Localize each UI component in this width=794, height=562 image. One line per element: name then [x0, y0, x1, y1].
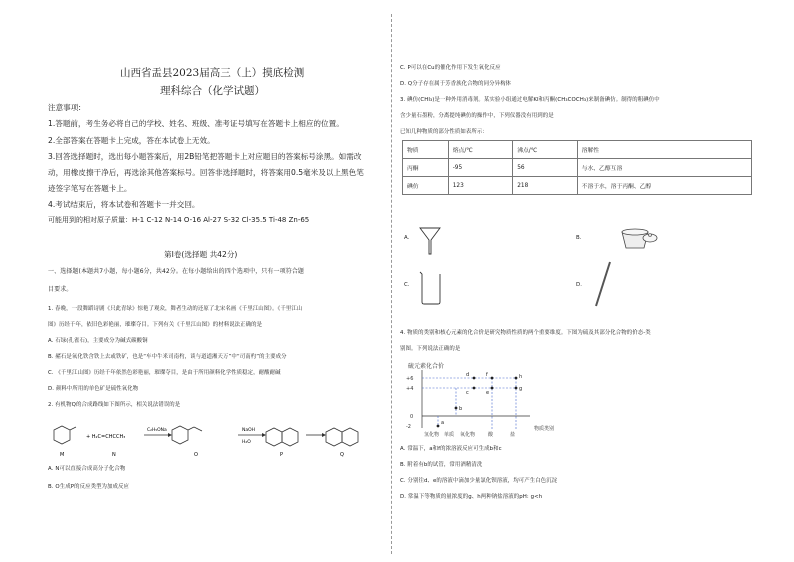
chart-y-label: 硫元素化合价 [408, 363, 445, 370]
chart-point-b [455, 407, 458, 410]
q4-stem: 4. 物质的类别和核心元素的化合价是研究物质性质的两个重要维度。下图为硫及其部分化合物的价态-类 [400, 330, 651, 336]
q3-option-b: B. [576, 235, 582, 241]
exam-subtitle: 理科综合（化学试题） [160, 85, 265, 97]
chart-x-category: 氧化物 [460, 432, 476, 438]
chart-y-tick: 0 [410, 414, 414, 420]
q2-option-d: D. Q分子存在属于芳香族化合物的同分异构体 [400, 81, 512, 87]
molecule-p-ring-2 [282, 428, 298, 446]
q3-option-d: D. [576, 282, 583, 288]
funnel-icon [418, 226, 442, 256]
table-cell: 不溶于水，溶于丙酮、乙醇 [577, 177, 751, 195]
table-header-cell: 物质 [403, 141, 449, 159]
table-row [403, 159, 752, 177]
chart-point-label: g [519, 386, 523, 392]
chart-point-label: a [441, 420, 445, 426]
table-cell: 与水、乙醇互溶 [577, 159, 751, 177]
q1-option-d: D. 颜料中所用的单色矿是硫性氧化物 [48, 386, 139, 392]
reaction-condition-2a: NaOH [242, 428, 256, 433]
chart-point-h [515, 377, 518, 380]
chart-point-g [515, 387, 518, 390]
notice-line: 迹签字笔写在答题卡上。 [48, 184, 132, 193]
molecule-label-q: Q [340, 452, 344, 458]
q1-option-b: B. 赭石是氧化铁含铁上去或铁矿，也是“车中牛米司南杓，谈与道道湘天万”中“司南杓”的主要成分 [48, 354, 287, 360]
glass-rod-icon [590, 260, 620, 310]
chart-point-label: e [486, 390, 490, 396]
table-cell: 56 [513, 159, 577, 177]
molecule-label-p: P [280, 452, 284, 458]
chart-point-label: c [466, 390, 469, 396]
q1-stem: 图》历经千年，依旧色彩艳丽，璀璨夺目。下列有关《千里江山图》的材料说法正确的是 [48, 322, 263, 328]
q3-option-c: C. [404, 282, 410, 288]
q3-stem: 3. 碘仿(CHI₃)是一种外用消毒剂。某实验小组通过电解KI和丙酮(CH₃COCH₃)来制备碘仿。制得的粗碘仿中 [400, 97, 660, 103]
molecule-q-ring-1 [326, 428, 342, 446]
chart-point-a [437, 425, 440, 428]
chart-point-label: h [519, 374, 523, 380]
chart-point-label: b [459, 406, 463, 412]
table-header-cell: 沸点/℃ [513, 141, 577, 159]
notice-line: 1.答题前，考生务必将自己的学校、姓名、班级、准考证号填写在答题卡上相应的位置。 [48, 119, 344, 128]
column-divider [391, 14, 392, 554]
chart-point-c [473, 387, 476, 390]
molecule-label-n: N [112, 452, 116, 458]
notice-line: 动，用橡皮擦干净后，再选涂其他答案标号。回答非选择题时，将答案用0.5毫米及以上黑色笔 [48, 168, 364, 177]
q4-option-c: C. 分别往d、e的溶液中滴加少量氯化钡溶液，均可产生白色沉淀 [400, 478, 558, 484]
chart-x-label: 物质类别 [534, 426, 555, 432]
atomic-mass-line: 可能用到的相对原子质量：H-1 C-12 N-14 O-16 Al-27 S-32 Cl-35.5 Ti-48 Zn-65 [48, 216, 310, 224]
table-cell: -95 [448, 159, 512, 177]
q4-option-d: D. 常温下等物质的量浓度的g、h两种钠盐溶液的pH: g<h [400, 494, 543, 500]
q2-option-a: A. N可以直接合成高分子化合物 [48, 466, 126, 472]
q1-option-a: A. 石绿(孔雀石)，主要成分为碱式碳酸铜 [48, 338, 148, 344]
notice-heading: 注意事项: [48, 103, 81, 112]
section-intro-line: 一、选择题(本题共7小题，每小题6分，共42分。在每小题给出的四个选项中，只有一项符合题 [48, 268, 305, 275]
reaction-condition-2b: H₂O [242, 440, 251, 445]
exam-title: 山西省盂县2023届高三（上）摸底检测 [120, 67, 305, 79]
table-header-row [403, 141, 752, 159]
table-row [403, 177, 752, 195]
molecule-label-o: O [194, 452, 198, 458]
q3-stem: 已知几种物质的部分性质如表所示： [400, 129, 488, 135]
molecule-m-ring [54, 426, 70, 444]
chart-point-f [491, 377, 494, 380]
reaction-condition-1: C₂H₅ONa [147, 428, 167, 433]
chart-point-label: d [466, 372, 470, 378]
reaction-scheme [44, 418, 380, 460]
table-header-cell: 溶解性 [577, 141, 751, 159]
molecule-o-ring [172, 426, 188, 444]
q3-option-a: A. [404, 235, 410, 241]
chart-x-category: 盐 [510, 432, 516, 438]
molecule-q-ring-2 [342, 428, 358, 446]
chart-x-category: 单质 [444, 432, 455, 438]
chart-point-e [491, 387, 494, 390]
molecule-label-m: M [60, 452, 65, 458]
q1-stem: 1. 春晚，一段舞蹈诗剧《只此青绿》惊艳了观众，舞者生动的还原了北宋名画《千里江山图》。《千里江山 [48, 306, 303, 312]
valence-category-chart [402, 360, 582, 440]
table-cell: 218 [513, 177, 577, 195]
section-intro-line: 目要求。 [48, 286, 73, 293]
chart-point-label: f [486, 372, 488, 378]
section-title: 第Ⅰ卷(选择题 共42分) [164, 250, 238, 259]
notice-line: 4.考试结束后，将本试卷和答题卡一并交回。 [48, 200, 200, 209]
table-cell: 丙酮 [403, 159, 449, 177]
table-header-cell: 熔点/℃ [448, 141, 512, 159]
chart-y-tick: +4 [406, 386, 414, 392]
notice-line: 2.全部答案在答题卡上完成，答在本试卷上无效。 [48, 136, 215, 145]
q2-option-b: B. O生成P的反应类型为加成反应 [48, 484, 130, 490]
q4-option-a: A. 常温下，a和f的浓溶液反应可生成b和c [400, 446, 502, 452]
chart-y-tick: +6 [406, 376, 414, 382]
q1-option-c: C. 《千里江山图》历经千年依然色彩艳丽，璀璨夺目，是由于所用颜料化学性质稳定，耐酸耐碱 [48, 370, 281, 376]
properties-table [402, 140, 752, 195]
chart-point-d [473, 377, 476, 380]
chart-x-category: 酸 [488, 432, 494, 438]
molecule-p-ring-1 [266, 428, 282, 446]
crucible-icon [618, 222, 658, 252]
q2-option-c: C. P可以在Cu的催化作用下发生氧化反应 [400, 65, 501, 71]
table-cell: 碘仿 [403, 177, 449, 195]
reaction-reagent: + H₂C=CHCCH₃ [86, 434, 126, 440]
beaker-icon [418, 270, 444, 306]
chart-y-tick: -2 [406, 424, 411, 430]
table-cell: 123 [448, 177, 512, 195]
q4-stem: 别图。下列说法正确的是 [400, 346, 461, 352]
q3-stem: 含少量石墨粉，分离提纯碘仿的操作中，下列仪器没有用到的是 [400, 113, 554, 119]
q4-option-b: B. 附着有b的试管，常用酒精清洗 [400, 462, 483, 468]
chart-x-category: 氢化物 [424, 432, 440, 438]
notice-line: 3.回答选择题时，选出每小题答案后，用2B铅笔把答题卡上对应题目的答案标号涂黑。如需改 [48, 152, 362, 161]
q2-stem: 2. 有机物Q的合成路线如下图所示，相关说法错误的是 [48, 402, 181, 408]
